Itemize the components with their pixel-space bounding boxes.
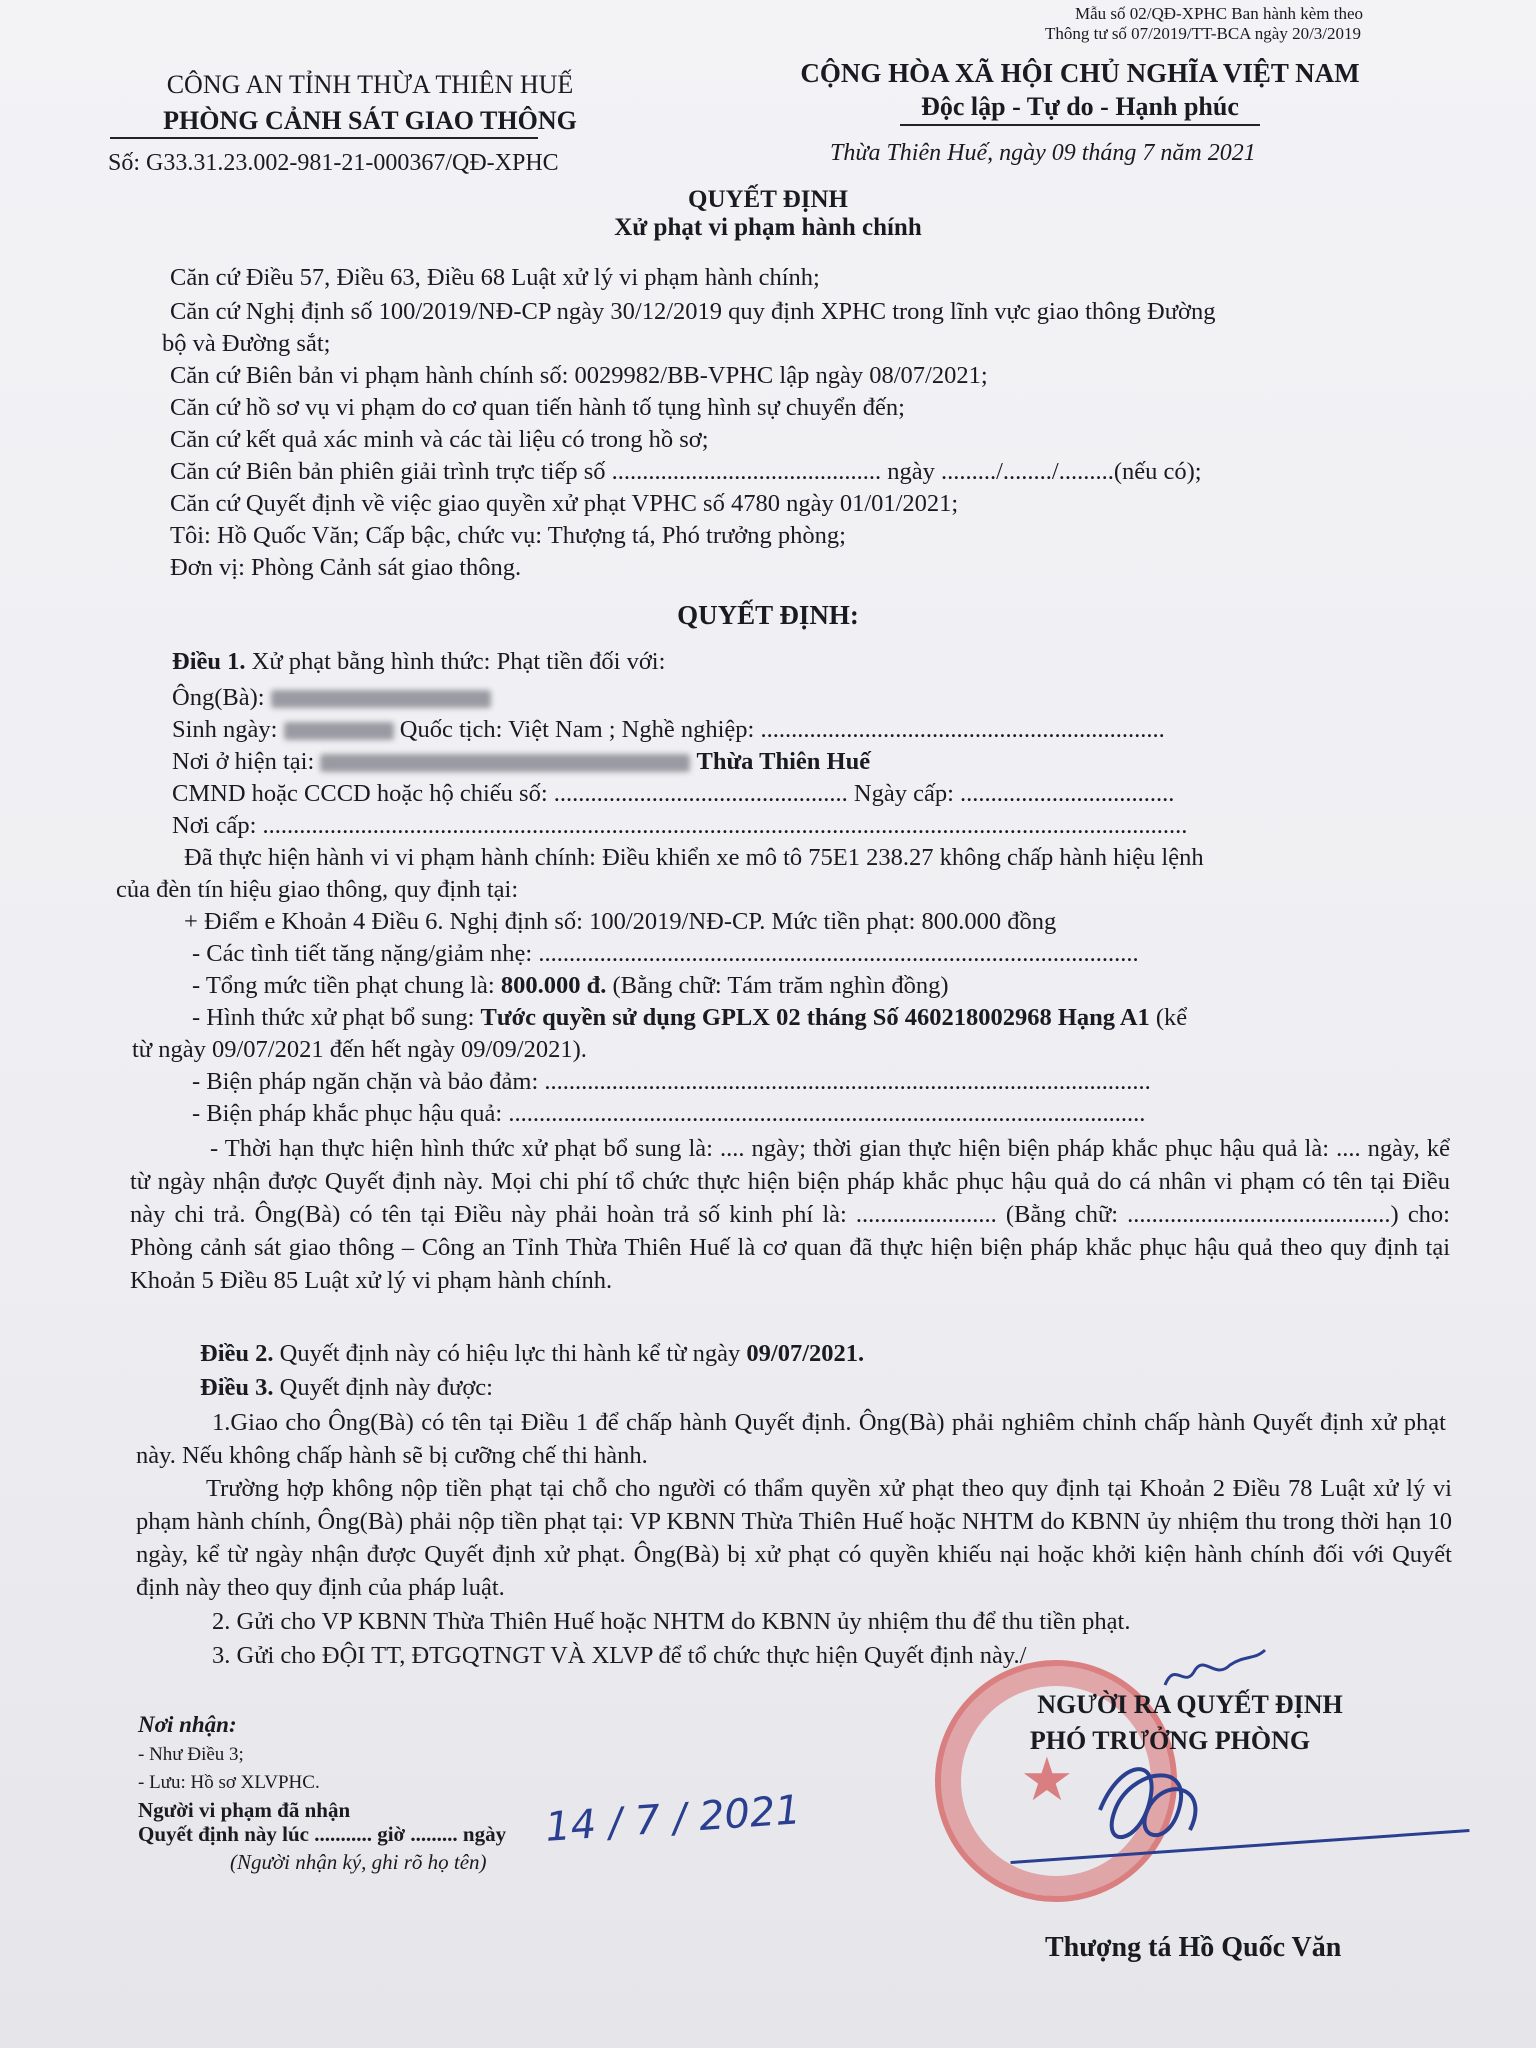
recipients-heading: Nơi nhận: [138, 1712, 237, 1737]
signer-title-1: NGƯỜI RA QUYẾT ĐỊNH [1037, 1690, 1343, 1719]
person-dob-row [172, 716, 1442, 744]
basis-line-3: bộ và Đường sắt; [162, 330, 331, 357]
receipt-line-2: Quyết định này lúc ........... giờ ......... ngày [138, 1822, 507, 1846]
handwritten-receipt-date: 14 / 7 / 2021 [543, 1787, 803, 1851]
document-subtitle: Xử phạt vi phạm hành chính [614, 214, 922, 241]
basis-line-4: Căn cứ Biên bản vi phạm hành chính số: 0029982/BB-VPHC lập ngày 08/07/2021; [170, 362, 988, 389]
document-title: QUYẾT ĐỊNH [688, 186, 848, 213]
basis-line-9: Tôi: Hồ Quốc Văn; Cấp bậc, chức vụ: Thượng tá, Phó trưởng phòng; [170, 522, 846, 549]
recipient-item-2: - Lưu: Hồ sơ XLVPHC. [138, 1772, 320, 1793]
residence-province: Thừa Thiên Huế [696, 748, 871, 775]
motto-underline [900, 124, 1260, 126]
department-underline [110, 137, 538, 139]
additional-penalty-suffix: (kể [1149, 1004, 1188, 1031]
total-fine-row [192, 972, 1442, 1000]
agency-name: CÔNG AN TỈNH THỪA THIÊN HUẾ [166, 70, 574, 99]
receipt-note: (Người nhận ký, ghi rõ họ tên) [230, 1850, 487, 1874]
article2-label: Điều 2. [200, 1340, 274, 1367]
person-name-row [172, 684, 1442, 712]
seal-star-icon: ★ [1020, 1747, 1074, 1813]
article3-label: Điều 3. [200, 1374, 274, 1401]
person-name-label: Ông(Bà): [172, 684, 265, 711]
article3-item-2: 2. Gửi cho VP KBNN Thừa Thiên Huế hoặc NHTM do KBNN ủy nhiệm thu để thu tiền phạt. [212, 1608, 1131, 1635]
department-name: PHÒNG CẢNH SÁT GIAO THÔNG [163, 106, 577, 135]
basis-line-10: Đơn vị: Phòng Cảnh sát giao thông. [170, 554, 522, 581]
license-suspension: Tước quyền sử dụng GPLX 02 tháng Số 460218002968 Hạng A1 [480, 1004, 1150, 1031]
basis-line-6: Căn cứ kết quả xác minh và các tài liệu có trong hồ sơ; [170, 426, 709, 453]
remedy-measures: - Biện pháp khắc phục hậu quả: ........................................................................................................ [192, 1100, 1146, 1127]
circumstances-row: - Các tình tiết tăng nặng/giảm nhẹ: .................................................................................................. [192, 940, 1139, 967]
motto: Độc lập - Tự do - Hạnh phúc [921, 92, 1239, 121]
additional-penalty-row [192, 1004, 1442, 1032]
nation-name: CỘNG HÒA XÃ HỘI CHỦ NGHĨA VIỆT NAM [800, 58, 1360, 88]
id-row: CMND hoặc CCCD hoặc hộ chiếu số: ................................................ Ngày cấp: ................................... [172, 780, 1175, 807]
recipient-item-1: - Như Điều 3; [138, 1744, 244, 1765]
article3-heading [200, 1374, 493, 1402]
basis-line-8: Căn cứ Quyết định về việc giao quyền xử phạt VPHC số 4780 ngày 01/01/2021; [170, 490, 959, 517]
article3-item-1: 1.Giao cho Ông(Bà) có tên tại Điều 1 để chấp hành Quyết định. Ông(Bà) phải nghiêm chỉnh chấp hành Quyết định xử phạt này. Nếu không chấp hành sẽ bị cưỡng chế thi hành. [136, 1409, 1446, 1469]
prevention-measures: - Biện pháp ngăn chặn và bảo đảm: ................................................................................................... [192, 1068, 1151, 1095]
total-fine-label: - Tổng mức tiền phạt chung là: [192, 972, 501, 999]
article2-text: Quyết định này có hiệu lực thi hành kể từ ngày [273, 1340, 747, 1367]
redacted-name [271, 690, 491, 708]
issue-place-row: Nơi cấp: ....................................................................................................................................................... [172, 812, 1188, 839]
basis-line-2: Căn cứ Nghị định số 100/2019/NĐ-CP ngày 30/12/2019 quy định XPHC trong lĩnh vực giao thông Đường [170, 298, 1216, 325]
decision-number: Số: G33.31.23.002-981-21-000367/QĐ-XPHC [108, 150, 559, 176]
basis-line-5: Căn cứ hồ sơ vụ vi phạm do cơ quan tiến hành tố tụng hình sự chuyển đến; [170, 394, 905, 421]
form-ref-line-1: Mẫu số 02/QĐ-XPHC Ban hành kèm theo [1075, 4, 1364, 23]
violation-line-1: Đã thực hiện hành vi vi phạm hành chính: Điều khiển xe mô tô 75E1 238.27 không chấp hành hiệu lệnh [184, 844, 1204, 871]
receipt-line-1: Người vi phạm đã nhận [138, 1798, 351, 1822]
payment-paragraph: Trường hợp không nộp tiền phạt tại chỗ cho người có thẩm quyền xử phạt theo quy định tại Khoản 2 Điều 78 Luật xử lý vi phạm hành chính, Ông(Bà) phải nộp tiền phạt tại: VP KBNN Thừa Thiên Huế hoặc NHTM do KBNN ủy nhiệm thu trong thời hạn 10 ngày, kể từ ngày nhận được Quyết định xử phạt. Ông(Bà) bị xử phạt có quyền khiếu nại hoặc khởi kiện hành chính đối với Quyết định này theo quy định của pháp luật. [136, 1475, 1452, 1601]
basis-line-7: Căn cứ Biên bản phiên giải trình trực tiếp số ............................................ ngày ........./......../.........(nếu có); [170, 458, 1202, 485]
redacted-dob [284, 722, 394, 740]
article1-intro [172, 648, 1442, 676]
signer-name: Thượng tá Hồ Quốc Văn [1045, 1932, 1342, 1963]
redacted-address [320, 754, 690, 772]
basis-line-1: Căn cứ Điều 57, Điều 63, Điều 68 Luật xử lý vi phạm hành chính; [170, 264, 820, 291]
effective-date: 09/07/2021. [746, 1340, 865, 1367]
article1-label: Điều 1. [172, 648, 246, 675]
residence-label: Nơi ở hiện tại: [172, 748, 315, 775]
legal-clause: + Điểm e Khoản 4 Điều 6. Nghị định số: 100/2019/NĐ-CP. Mức tiền phạt: 800.000 đồng [184, 908, 1057, 935]
article3-text: Quyết định này được: [273, 1374, 493, 1401]
residence-row [172, 748, 1442, 776]
form-ref-line-2: Thông tư số 07/2019/TT-BCA ngày 20/3/2019 [1045, 24, 1362, 43]
violation-line-2: của đèn tín hiệu giao thông, quy định tại: [116, 876, 519, 903]
article3-item-3: 3. Gửi cho ĐỘI TT, ĐTGQTNGT VÀ XLVP để tổ chức thực hiện Quyết định này./ [212, 1642, 1027, 1669]
signature-icon [1080, 1750, 1220, 1860]
decision-heading: QUYẾT ĐỊNH: [677, 600, 859, 630]
place-date: Thừa Thiên Huế, ngày 09 tháng 7 năm 2021 [830, 140, 1256, 166]
dob-label: Sinh ngày: [172, 716, 278, 743]
total-fine-words: (Bằng chữ: Tám trăm nghìn đồng) [606, 972, 949, 999]
deadline-paragraph: - Thời hạn thực hiện hình thức xử phạt bổ sung là: .... ngày; thời gian thực hiện biện pháp khắc phục hậu quả là: .... ngày, kể từ ngày nhận được Quyết định này. Mọi chi phí tổ chức thực hiện biện pháp khắc phục hậu quả do cá nhân vi phạm có tên tại Điều này chi trả. Ông(Bà) có tên tại Điều này phải hoàn trả số kinh phí là: ....................... (Bằng chữ: ...........................................) cho: Phòng cảnh sát giao thông – Công an Tỉnh Thừa Thiên Huế là cơ quan đã thực hiện biện pháp khắc phục hậu quả theo quy định tại Khoản 5 Điều 85 Luật xử lý vi phạm hành chính. [130, 1135, 1450, 1294]
nationality-occupation: Quốc tịch: Việt Nam ; Nghề nghiệp: .................................................................. [393, 716, 1165, 743]
signer-title-2: PHÓ TRƯỞNG PHÒNG [1029, 1726, 1311, 1755]
total-fine-amount: 800.000 đ. [500, 972, 607, 999]
suspension-dates: từ ngày 09/07/2021 đến hết ngày 09/09/2021). [132, 1036, 587, 1063]
article1-intro-text: Xử phạt bằng hình thức: Phạt tiền đối với: [245, 648, 666, 675]
article2 [200, 1340, 864, 1368]
additional-penalty-label: - Hình thức xử phạt bổ sung: [192, 1004, 481, 1031]
